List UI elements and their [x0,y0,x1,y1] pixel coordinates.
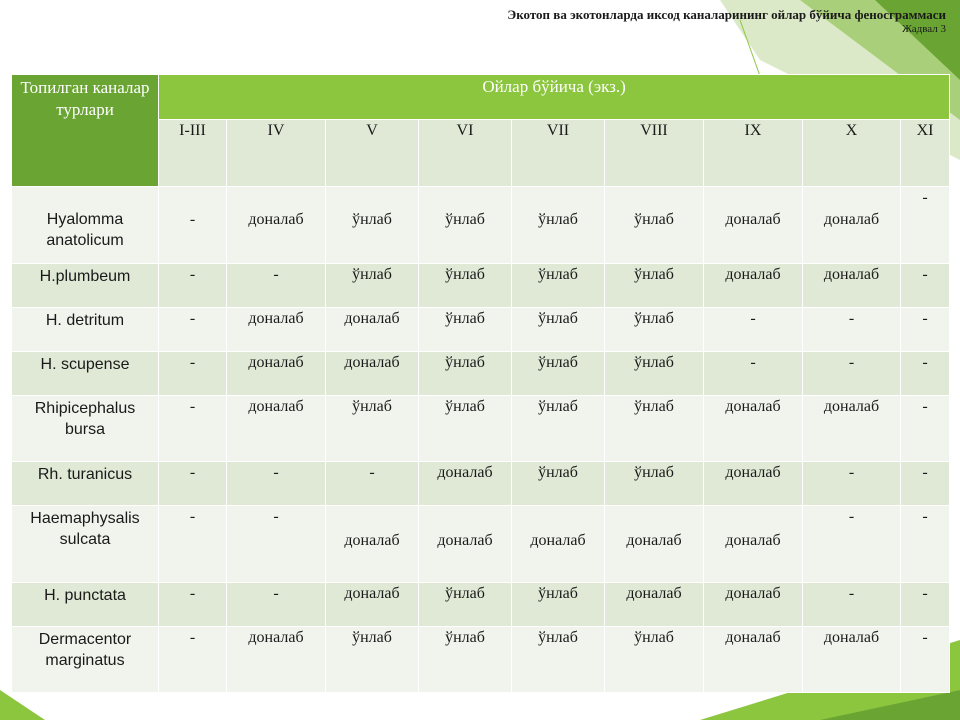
abundance-cell: - [227,264,326,308]
abundance-cell: доналаб [605,506,704,583]
month-header: IV [227,120,326,187]
abundance-cell: доналаб [227,396,326,462]
abundance-cell: ўнлаб [512,352,605,396]
table-row [12,308,950,352]
abundance-cell: - [901,396,950,462]
abundance-cell: ўнлаб [419,583,512,627]
abundance-cell: доналаб [704,264,803,308]
abundance-cell: - [803,583,901,627]
abundance-cell: - [901,506,950,583]
species-name: Rhipicephalus bursa [12,396,159,462]
abundance-cell: - [901,462,950,506]
abundance-cell: доналаб [605,583,704,627]
abundance-cell: ўнлаб [512,187,605,264]
abundance-cell: - [159,264,227,308]
abundance-cell: ўнлаб [512,462,605,506]
species-column-header: Топилган каналар турлари [12,75,159,187]
abundance-cell: доналаб [227,187,326,264]
slide-title-block [507,7,946,37]
abundance-cell: доналаб [803,627,901,693]
abundance-cell: - [803,308,901,352]
abundance-cell: ўнлаб [419,352,512,396]
abundance-cell: ўнлаб [605,264,704,308]
abundance-cell: - [159,583,227,627]
abundance-cell: - [159,506,227,583]
species-name: Rh. turanicus [12,462,159,506]
table-row [12,462,950,506]
abundance-cell: - [901,352,950,396]
abundance-cell: ўнлаб [512,583,605,627]
abundance-cell: доналаб [326,506,419,583]
table-row [12,583,950,627]
month-header: VII [512,120,605,187]
abundance-cell: - [803,462,901,506]
table-body [12,187,950,693]
abundance-cell: ўнлаб [326,264,419,308]
header-row [12,75,950,120]
month-header: VI [419,120,512,187]
abundance-cell: доналаб [803,264,901,308]
table-row [12,396,950,462]
abundance-cell: ўнлаб [419,396,512,462]
table-number: Жадвал 3 [902,23,946,35]
abundance-cell: - [901,627,950,693]
abundance-cell: доналаб [803,187,901,264]
table-row [12,187,950,264]
abundance-cell: ўнлаб [419,627,512,693]
abundance-cell: доналаб [227,352,326,396]
abundance-cell: - [803,352,901,396]
abundance-cell: - [159,627,227,693]
species-name: H. detritum [12,308,159,352]
abundance-cell: доналаб [803,396,901,462]
slide-title: Экотоп ва экотонларда иксод каналарининг ойлар бўйича феносграммаси [507,7,946,22]
abundance-cell: доналаб [227,627,326,693]
abundance-cell: доналаб [326,352,419,396]
abundance-cell: ўнлаб [512,308,605,352]
abundance-cell: доналаб [227,308,326,352]
abundance-cell: ўнлаб [605,187,704,264]
table-row [12,352,950,396]
abundance-cell: - [227,583,326,627]
abundance-cell: - [704,308,803,352]
abundance-cell: ўнлаб [419,308,512,352]
abundance-cell: доналаб [419,506,512,583]
abundance-cell: ўнлаб [326,396,419,462]
month-header: VIII [605,120,704,187]
species-name: H. punctata [12,583,159,627]
abundance-cell: ўнлаб [419,187,512,264]
abundance-cell: доналаб [326,583,419,627]
abundance-cell: ўнлаб [605,396,704,462]
abundance-cell: доналаб [512,506,605,583]
abundance-cell: ўнлаб [512,396,605,462]
table-row [12,264,950,308]
abundance-cell: доналаб [704,396,803,462]
abundance-cell: доналаб [704,462,803,506]
abundance-cell: ўнлаб [605,627,704,693]
abundance-cell: доналаб [326,308,419,352]
abundance-cell: ўнлаб [419,264,512,308]
table-row [12,506,950,583]
phenogram-table [11,74,950,693]
abundance-cell: - [901,187,950,264]
abundance-cell: доналаб [704,583,803,627]
abundance-cell: ўнлаб [605,352,704,396]
abundance-cell: - [159,308,227,352]
species-name: Haemaphysalis sulcata [12,506,159,583]
abundance-cell: доналаб [704,187,803,264]
month-header: V [326,120,419,187]
abundance-cell: - [227,462,326,506]
month-header: I-III [159,120,227,187]
abundance-cell: - [704,352,803,396]
month-header: X [803,120,901,187]
species-name: Dermacentor marginatus [12,627,159,693]
abundance-cell: доналаб [419,462,512,506]
species-name: H. scupense [12,352,159,396]
abundance-cell: - [227,506,326,583]
abundance-cell: ўнлаб [326,187,419,264]
abundance-cell: ўнлаб [326,627,419,693]
abundance-cell: - [159,187,227,264]
abundance-cell: - [803,506,901,583]
months-header: Ойлар бўйича (экз.) [159,75,950,120]
abundance-cell: - [901,308,950,352]
abundance-cell: ўнлаб [605,462,704,506]
abundance-cell: доналаб [704,627,803,693]
month-header: XI [901,120,950,187]
month-header: IX [704,120,803,187]
abundance-cell: ўнлаб [512,627,605,693]
abundance-cell: ўнлаб [512,264,605,308]
abundance-cell: доналаб [704,506,803,583]
abundance-cell: - [901,264,950,308]
abundance-cell: - [159,396,227,462]
abundance-cell: - [326,462,419,506]
species-name: H.plumbeum [12,264,159,308]
species-name: Hyalomma anatolicum [12,187,159,264]
table-row [12,627,950,693]
abundance-cell: - [159,352,227,396]
abundance-cell: ўнлаб [605,308,704,352]
abundance-cell: - [159,462,227,506]
abundance-cell: - [901,583,950,627]
